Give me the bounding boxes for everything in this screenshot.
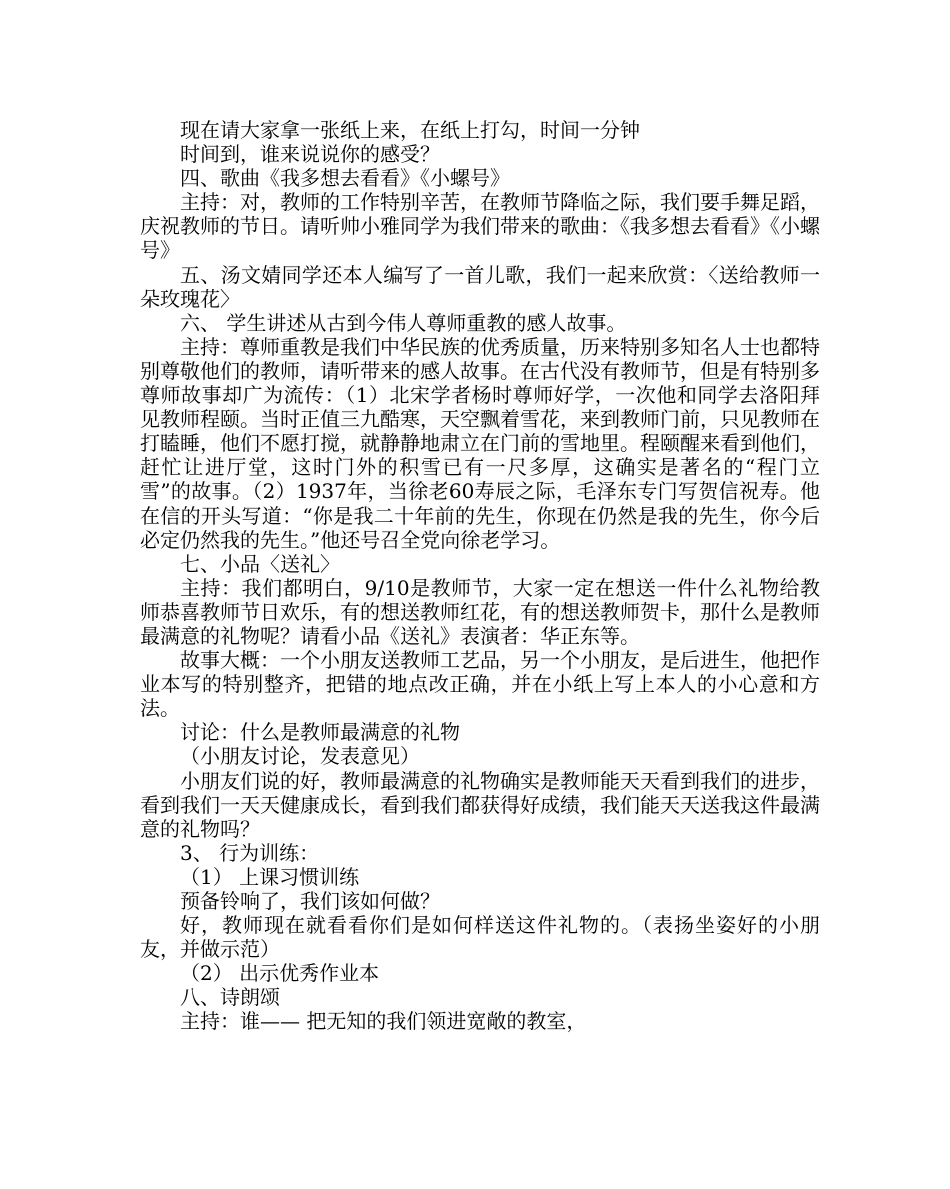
paragraph-4: 主持：对，教师的工作特别辛苦，在教师节降临之际，我们要手舞足蹈，庆祝教师的节日。请听帅小雅同学为我们带来的歌曲：《我多想去看看》《小螺号》 [140, 190, 820, 263]
paragraph-20: 主持：谁—— 把无知的我们领进宽敞的教室， [180, 1009, 587, 1034]
list-heading-3: 3、 行为训练： [180, 840, 320, 865]
paragraph-12: （小朋友讨论，发表意见） [180, 744, 420, 769]
paragraph-9: 主持：我们都明白，9/10是教师节，大家一定在想送一件什么礼物给教师恭喜教师节日欢乐，有的想送教师红花，有的想送教师贺卡，那什么是教师最满意的礼物呢？请看小品《送礼》表演者：华正东等。 [140, 575, 820, 648]
list-item-1: （1） 上课习惯训练 [180, 864, 360, 889]
section-heading-8: 八、诗朗颂 [180, 985, 280, 1010]
section-heading-5: 五、汤文婧同学还本人编写了一首儿歌，我们一起来欣赏：〈送给教师一朵玫瑰花〉 [140, 262, 820, 311]
section-heading-7: 七、小品〈送礼〉 [180, 551, 340, 576]
list-item-2: （2） 出示优秀作业本 [180, 961, 380, 986]
paragraph-10: 故事大概：一个小朋友送教师工艺品，另一个小朋友，是后进生，他把作业本写的特别整齐，把错的地点改正确，并在小纸上写上本人的小心意和方法。 [140, 648, 820, 721]
paragraph-17: 好，教师现在就看看你们是如何样送这件礼物的。（表扬坐姿好的小朋友，并做示范） [140, 913, 820, 962]
paragraph-11: 讨论：什么是教师最满意的礼物 [180, 720, 460, 745]
document-page [140, 118, 820, 1034]
paragraph-7: 主持：尊师重教是我们中华民族的优秀质量，历来特别多知名人士也都特别尊敬他们的教师，请听带来的感人故事。在古代没有教师节，但是有特别多尊师故事却广为流传：（1）北宋学者杨时尊师好学，一次他和同学去洛阳拜见教师程颐。当时正值三九酷寒，天空飘着雪花，来到教师门前，只见教师在打瞌睡，他们不愿打搅，就静静地肃立在门前的雪地里。程颐醒来看到他们，赶忙让进厅堂，这时门外的积雪已有一尺多厚，这确实是著名的“程门立雪”的故事。（2）1937年，当徐老60寿辰之际，毛泽东专门写贺信祝寿。他在信的开头写道：“你是我二十年前的先生，你现在仍然是我的先生，你今后必定仍然我的先生。”他还号召全党向徐老学习。 [140, 334, 820, 552]
section-heading-4: 四、歌曲《我多想去看看》《小螺号》 [180, 166, 510, 191]
paragraph-2: 时间到，谁来说说你的感受？ [180, 142, 440, 167]
paragraph-16: 预备铃响了，我们该如何做？ [180, 889, 440, 913]
paragraph-13: 小朋友们说的好，教师最满意的礼物确实是教师能天天看到我们的进步，看到我们一天天健康成长，看到我们都获得好成绩，我们能天天送我这件最满意的礼物吗？ [140, 768, 820, 841]
section-heading-6: 六、 学生讲述从古到今伟人尊师重教的感人故事。 [180, 310, 627, 335]
paragraph-1: 现在请大家拿一张纸上来，在纸上打勾，时间一分钟 [180, 118, 640, 142]
